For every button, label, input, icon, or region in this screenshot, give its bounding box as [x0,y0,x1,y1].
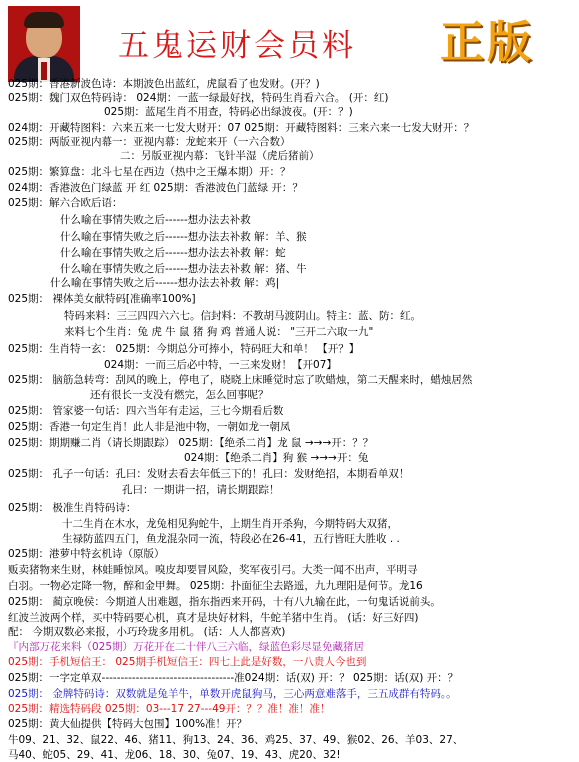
line: 生禄防蓝四五门，鱼龙混杂同一流，特段必在26-41，五行皆旺大胜收 . . [62,533,400,545]
line: 025期：黄大仙提供【特码大包围】100%准！开？ [8,718,248,730]
line: 025期：期期赚二肖（请长期跟踪） 025期：【绝杀二肖】龙 鼠 →→→开：？？ [8,437,374,449]
line: 024期：香港波色门绿蓝 开 红 025期：香港波色门蓝绿 开：？ [8,182,303,194]
line: 什么喻在事情失败之后------想办法去补救 解：蛇 [60,247,286,259]
line: 024期：开藏特图料：六来五来一七发大财开：07 025期：开藏特图料：三来六来一七发大财开：？ [8,122,475,134]
line: 什么喻在事情失败之后------想办法去补救 解：羊、猴 [60,231,307,243]
line: 白羽。一物必定降一物，醉和金甲舞。 025期：扑面征尘去路遥，九九理阳是何节。龙16 [8,580,423,592]
line: 024期：一而三后必中特，一三来发财！【开07】 [104,359,337,371]
line: 什么喻在事情失败之后------想办法去补救 解：鸡| [50,277,280,289]
line: 还有很长一支没有燃完，怎么回事呢？ [90,389,269,401]
line: 『内部万花来料（025期）万花开在二十伴八三六临，绿蓝色彩尽显免藏猪居 [8,641,365,653]
line: 十二生肖在木水，龙兔相见狗蛇牛，上期生肖开杀狗，今期特码大双猪， [62,518,398,530]
line: 什么喻在事情失败之后------想办法去补救 解：猪、牛 [60,263,307,275]
line: 025期： 蔺京晚侯：今期道人出难题，指东指西来开码，十有八九输在此，一句鬼话说前头。 [8,596,441,608]
line: 特码来料：三三四四六六七。信封料：不教胡马渡阴山。特主：蓝、防：红。 [64,310,421,322]
line: 牛09、21、32、鼠22、46、猪11、狗13、24、36、鸡25、37、49、猴02、26、羊03、27、 [8,734,464,746]
person-photo [8,6,80,82]
line: 025期： 脑筋急转弯：刮风的晚上，停电了，晓晓上床睡觉时忘了吹蜡烛，第二天醒来时，蜡烛居然 [8,374,473,386]
line: 025期：一字定单双-----------------------------------准024期：话(双) 开：？ 025期：话(双) 开：？ [8,672,459,684]
line: 马40、蛇05、29、41、龙06、18、30、兔07、19、43、虎20、32! [8,749,341,761]
line: 025期：生肖特一玄： 025期：今期总分可捧小，特码旺大和单！ 【开？】 [8,343,360,355]
line: 025期： 极准生肖特码诗： [8,502,137,514]
line: 025期：精选特码段 025期：03---17 27---49开：？？准！准！准！ [8,703,331,715]
line: 配： 今期双数必来报，小巧玲珑多用机。 (话：人人都喜欢) [8,626,286,638]
line: 贩卖猪物来生财，林蛙睡惊风。嗅皮却要冒风险，奖军夜引弓。大类一闻不出声，平明寻 [8,564,418,576]
line: 025期：繁算盘：北斗七星在西边（热中之王爆本期）开：？ [8,166,291,178]
line: 025期：香港一句定生肖！此人非是池中物，一朝如龙一朝凤 [8,421,291,433]
line: 025期：手机短信王： 025期手机短信王：四七上此是好数，一八贵人今也到 [8,656,367,668]
line: 025期：港萝中特玄机诗（原版） [8,548,165,560]
line: 024期：【绝杀二肖】狗 猴 →→→开：兔 [184,452,369,464]
line: 025期： 裸体美女献特码[准确率100%] [8,293,196,305]
line: 来料七个生肖：兔 虎 牛 鼠 猪 狗 鸡 普通人说： "三开二六取一九" [64,326,374,338]
photo-hair [24,12,64,28]
line: 025期： 金牌特码诗：双数就是兔羊牛，单数开虎鼠狗马，三心两意难落手，三五成群有特码。。 [8,688,457,700]
line: 红波兰波两个样，买中特码要心机，真才是块好材料，牛蛇羊猪中生肖。 (话：好三好四) [8,612,419,624]
page-title: 五鬼运财会员料 [118,28,356,64]
line: 什么喻在事情失败之后------想办法去补救 [60,214,251,226]
line: 025期：香港新波色诗：本期波色出蓝红，虎鼠看了也发财。(开？) [8,78,320,90]
line: 二：另版亚视内幕：飞针半湿（虎后猪前） [120,150,320,162]
line: 025期：魏门双色特码诗： 024期：一蓝一绿最好找，特码生肖看六合。 (开：红) [8,92,389,104]
line: 025期： 孔子一句话：孔曰：发财去看去年低三下的！孔曰：发财绝招，本期看单双！ [8,468,410,480]
line: 025期： 管家婆一句话：四六当年有走运，三七今期看后数 [8,405,284,417]
line: 025期：两版亚视内幕一：亚视内幕：龙蛇来开（一六合数） [8,136,291,148]
line: 孔曰：一期讲一招，请长期跟踪！ [122,484,280,496]
header [0,0,579,82]
genuine-stamp: 正版 [440,17,534,68]
line: 025期：蓝尾生肖不用查，特码必出绿波夜。(开：？) [104,106,353,118]
line: 025期：解六合欧后语： [8,197,123,209]
